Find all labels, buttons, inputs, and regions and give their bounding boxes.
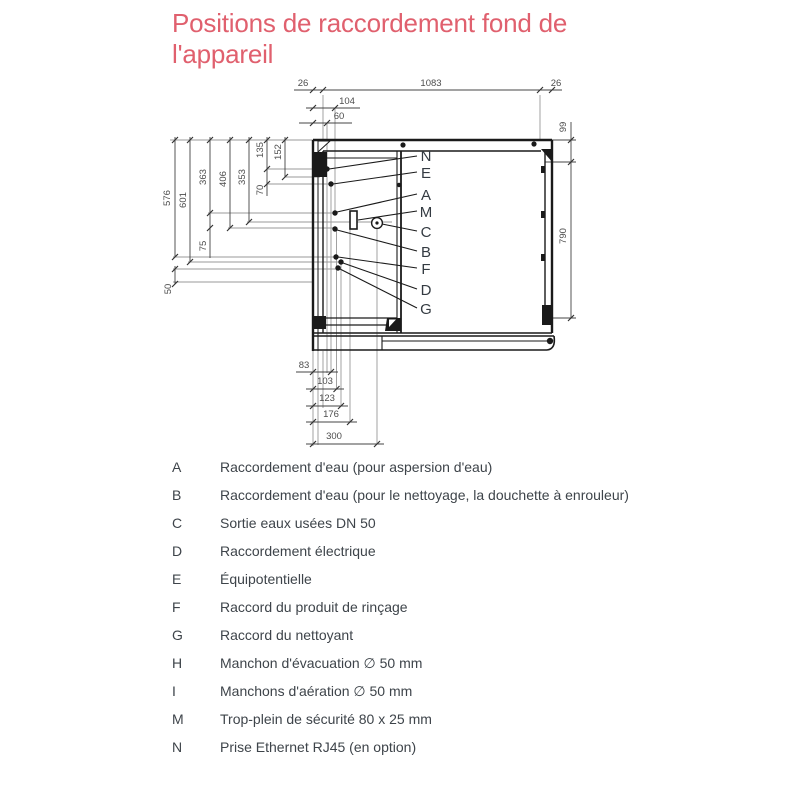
legend-key: B — [172, 487, 182, 503]
legend-item — [172, 541, 672, 561]
legend-key: A — [172, 459, 182, 475]
connection-letter: D — [420, 282, 432, 299]
point-ethernet — [324, 166, 329, 171]
legend-text: Raccordement d'eau (pour aspersion d'eau) — [220, 459, 493, 475]
dim-label: 50 — [163, 283, 174, 295]
legend-item — [172, 625, 672, 645]
dim-label: 406 — [218, 171, 229, 187]
legend-item — [172, 709, 672, 729]
point-equipotentielle — [328, 181, 333, 186]
legend-key: M — [172, 711, 184, 727]
trop-plein-rect — [350, 211, 357, 229]
dim-label: 135 — [255, 142, 266, 158]
dim-label: 60 — [333, 111, 345, 122]
legend-key: N — [172, 739, 183, 755]
legend-item — [172, 569, 672, 589]
dim-label: 576 — [162, 190, 173, 206]
dim-label: 83 — [298, 360, 310, 371]
dim-label: 26 — [550, 78, 562, 89]
dim-label: 104 — [339, 96, 355, 107]
connection-letter: B — [420, 244, 432, 261]
dim-label: 176 — [323, 409, 339, 420]
legend-text: Raccordement d'eau (pour le nettoyage, la douchette à enrouleur) — [220, 487, 629, 503]
connection-points — [324, 141, 553, 344]
legend-item — [172, 457, 672, 477]
dim-label: 75 — [198, 240, 209, 252]
connection-letter: F — [421, 261, 431, 278]
legend-text: Équipotentielle — [220, 571, 312, 587]
point-electrique — [338, 259, 343, 264]
connection-letters — [420, 148, 433, 318]
legend-text: Raccord du produit de rinçage — [220, 599, 408, 615]
legend-key: E — [172, 571, 182, 587]
legend-key: G — [172, 627, 183, 643]
legend-key: F — [172, 599, 181, 615]
legend-text: Raccord du nettoyant — [220, 627, 354, 643]
legend-text: Prise Ethernet RJ45 (en option) — [220, 739, 417, 755]
legend-item — [172, 485, 672, 505]
extension-lines — [170, 95, 540, 446]
page-title-line1: Positions de raccordement fond de — [172, 8, 568, 38]
front-band-dot — [547, 338, 553, 344]
page-title-line2: l'appareil — [172, 39, 274, 69]
connection-letter: A — [420, 187, 432, 204]
legend-key: C — [172, 515, 183, 531]
legend-text: Sortie eaux usées DN 50 — [220, 515, 376, 531]
legend-list — [172, 457, 672, 765]
dimension-labels — [162, 78, 569, 442]
dim-label: 123 — [319, 393, 335, 404]
dim-label: 99 — [558, 121, 569, 133]
dimension-lines — [175, 90, 576, 444]
point-nettoyant — [335, 265, 340, 270]
dim-label: 601 — [178, 192, 189, 208]
legend-item — [172, 597, 672, 617]
dim-label: 1083 — [420, 78, 442, 89]
legend-text: Trop-plein de sécurité 80 x 25 mm — [220, 711, 432, 727]
point-eau-nettoyage — [332, 226, 337, 231]
legend-item — [172, 737, 672, 757]
dim-label: 103 — [317, 376, 333, 387]
dim-label: 300 — [326, 431, 342, 442]
dim-label: 70 — [255, 184, 266, 196]
legend-item — [172, 653, 672, 673]
dim-label: 152 — [273, 144, 284, 160]
legend-key: H — [172, 655, 183, 671]
dim-label: 26 — [297, 78, 309, 89]
connection-letter: C — [420, 224, 432, 241]
legend-key: D — [172, 543, 183, 559]
dim-label: 353 — [237, 169, 248, 185]
connection-letter: E — [420, 165, 432, 182]
point-eau-aspersion — [332, 210, 337, 215]
connection-letter: M — [419, 204, 433, 221]
appliance-outline — [313, 140, 554, 351]
leader-lines — [329, 156, 417, 308]
legend-key: I — [172, 683, 176, 699]
legend-text: Raccordement électrique — [220, 543, 376, 559]
legend-text: Manchons d'aération ∅ 50 mm — [220, 683, 413, 699]
legend-item — [172, 513, 672, 533]
dim-label: 363 — [198, 169, 209, 185]
legend-item — [172, 681, 672, 701]
point-rincage — [333, 254, 338, 259]
connection-letter: N — [420, 148, 432, 165]
dim-label: 790 — [558, 228, 569, 244]
legend-text: Manchon d'évacuation ∅ 50 mm — [220, 655, 423, 671]
connection-letter: G — [420, 301, 432, 318]
